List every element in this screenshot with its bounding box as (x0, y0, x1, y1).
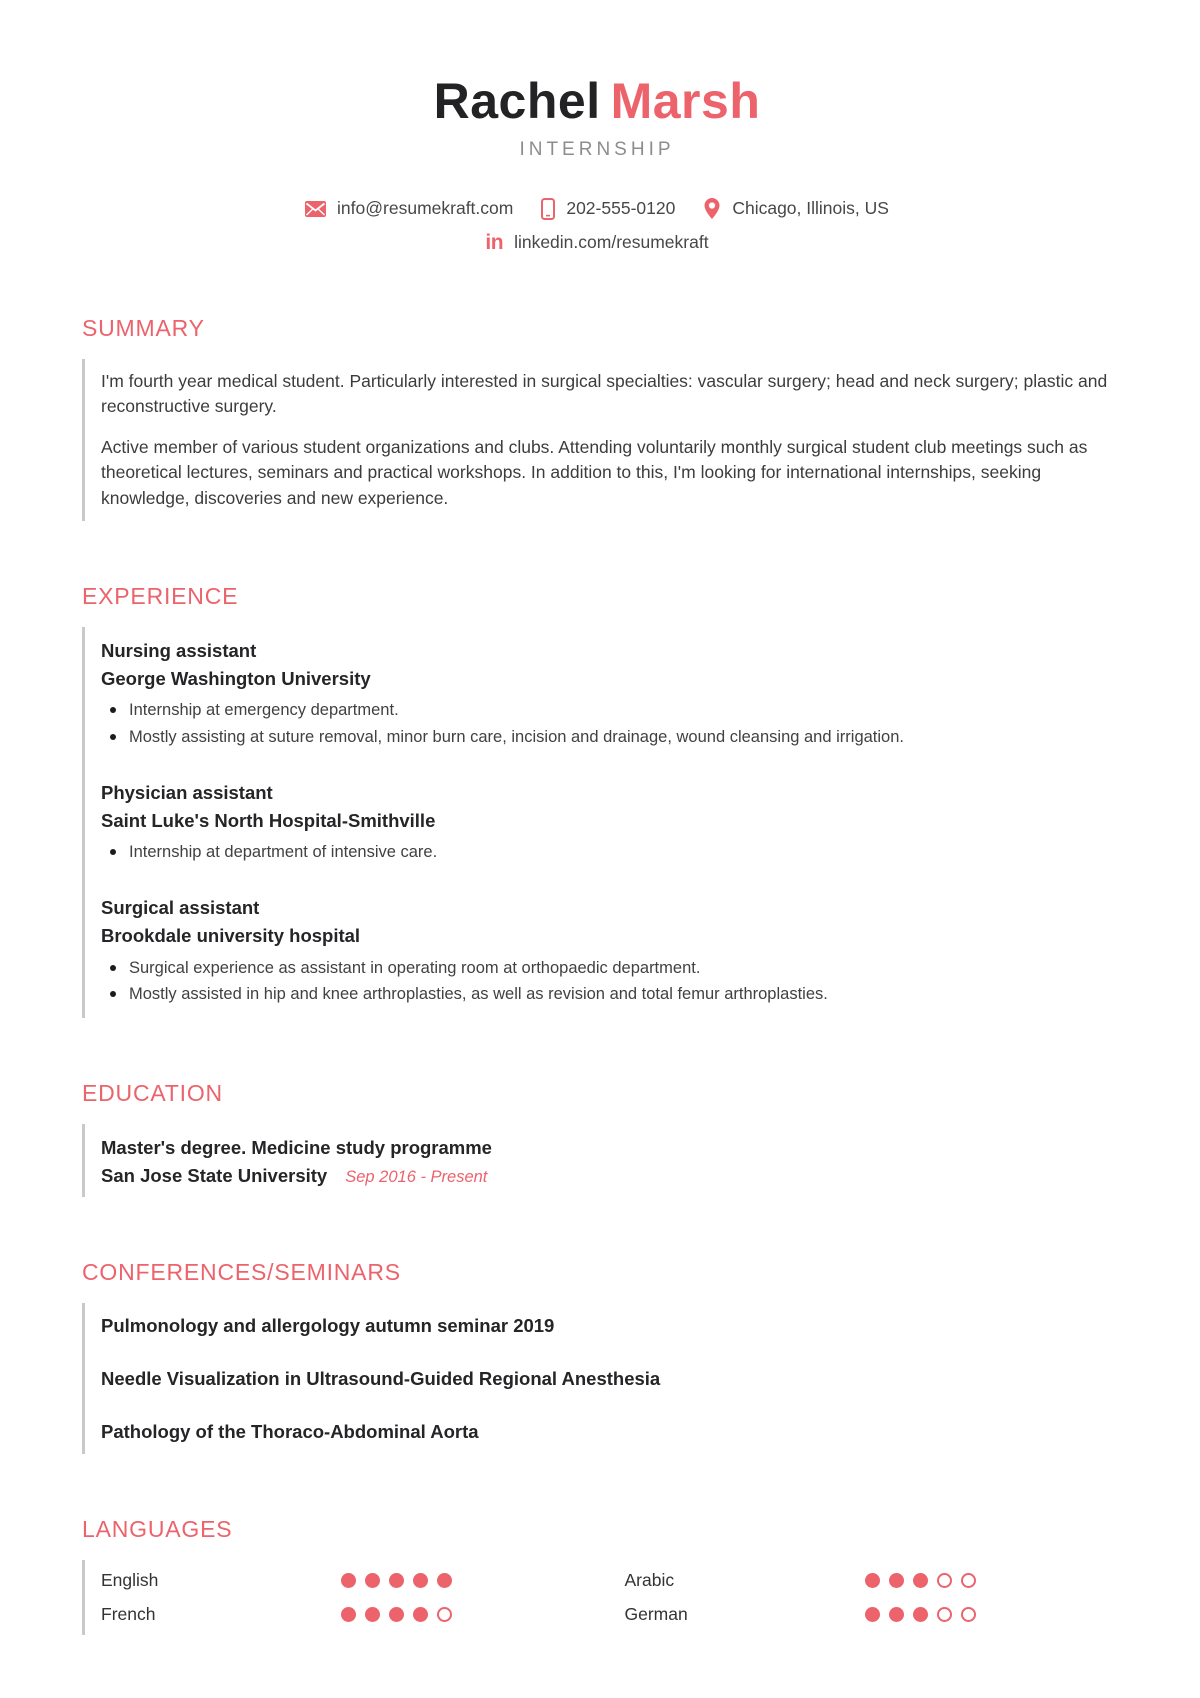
education-detail-row (101, 1165, 1112, 1187)
location-icon (703, 197, 721, 220)
experience-job (101, 637, 1112, 751)
job-organization: George Washington University (101, 667, 371, 689)
level-dot-empty (937, 1573, 952, 1588)
bullet-dot (110, 734, 116, 740)
job-bullets (101, 955, 1112, 1008)
summary-content (82, 359, 1112, 521)
education-heading: EDUCATION (82, 1079, 223, 1106)
contact-text: info@resumekraft.com (337, 198, 514, 218)
bullet-text: Internship at emergency department. (129, 701, 399, 720)
bullet-item (101, 955, 1112, 982)
summary-heading: SUMMARY (82, 315, 205, 341)
bullet-item (101, 839, 1112, 866)
job-organization: Brookdale university hospital (101, 924, 361, 946)
conferences-heading: CONFERENCES/SEMINARS (82, 1258, 401, 1285)
languages-heading: LANGUAGES (82, 1516, 233, 1543)
languages-column (625, 1570, 1113, 1625)
education-date: Sep 2016 - Present (345, 1167, 488, 1186)
experience-job (101, 894, 1112, 1008)
person-role: INTERNSHIP (519, 139, 675, 160)
level-dot-filled (341, 1573, 356, 1588)
level-dot-filled (889, 1607, 904, 1622)
section-summary (82, 315, 1112, 521)
level-dot-filled (341, 1607, 356, 1622)
job-bullets (101, 697, 1112, 750)
section-languages (82, 1516, 1112, 1635)
contact-item (703, 197, 889, 220)
first-name: Rachel (433, 73, 601, 129)
level-dot-filled (365, 1607, 380, 1622)
conferences-content (82, 1303, 1112, 1455)
contact-item (305, 198, 513, 219)
job-title: Nursing assistant (101, 639, 257, 661)
section-education (82, 1080, 1112, 1197)
last-name: Marsh (610, 73, 761, 129)
job-organization: Saint Luke's North Hospital-Smithville (101, 809, 436, 831)
bullet-text: Mostly assisting at suture removal, minor burn care, incision and drainage, wound cleansing and irrigation. (129, 728, 904, 747)
job-bullets (101, 839, 1112, 866)
contact-item (485, 232, 708, 253)
contact-item (541, 198, 675, 220)
bullet-item (101, 697, 1112, 724)
bullet-text: Surgical experience as assistant in operating room at orthopaedic department. (129, 958, 701, 977)
level-dot-filled (865, 1573, 880, 1588)
language-name: Arabic (624, 1570, 675, 1591)
experience-content (82, 627, 1112, 1018)
person-name (82, 72, 1112, 130)
bullet-dot (110, 849, 116, 855)
level-dot-filled (365, 1573, 380, 1588)
language-level (341, 1573, 452, 1588)
language-row (625, 1570, 1113, 1591)
bullet-text: Internship at department of intensive care. (129, 843, 438, 862)
education-degree: Master's degree. Medicine study programme (101, 1136, 492, 1158)
languages-content (82, 1560, 1112, 1635)
level-dot-empty (961, 1573, 976, 1588)
experience-heading: EXPERIENCE (82, 582, 239, 609)
contact-line (82, 232, 1112, 253)
contact-block (82, 197, 1112, 253)
summary-paragraph: I'm fourth year medical student. Particularly interested in surgical specialties: vascular surgery; head and neck surgery; plastic and reconstructive surgery. (101, 371, 1108, 417)
level-dot-filled (889, 1573, 904, 1588)
level-dot-filled (413, 1573, 428, 1588)
section-experience (82, 583, 1112, 1018)
phone-icon (541, 198, 555, 220)
bullet-dot (110, 991, 116, 997)
education-content (82, 1124, 1112, 1197)
bullet-dot (110, 965, 116, 971)
job-title: Physician assistant (101, 781, 273, 803)
contact-text: linkedin.com/resumekraft (514, 232, 709, 252)
level-dot-empty (937, 1607, 952, 1622)
contact-text: Chicago, Illinois, US (732, 198, 889, 218)
language-name: German (624, 1604, 688, 1625)
bullet-item (101, 981, 1112, 1008)
level-dot-empty (961, 1607, 976, 1622)
conference-item: Pulmonology and allergology autumn seminar 2019 (101, 1314, 555, 1336)
job-title: Surgical assistant (101, 897, 260, 919)
section-conferences (82, 1259, 1112, 1455)
level-dot-filled (865, 1607, 880, 1622)
bullet-item (101, 724, 1112, 751)
language-row (101, 1570, 589, 1591)
contact-text: 202-555-0120 (566, 198, 676, 218)
language-name: English (101, 1570, 159, 1591)
header (82, 72, 1112, 253)
language-level (341, 1607, 452, 1622)
linkedin-icon: in (485, 231, 504, 254)
experience-job (101, 779, 1112, 866)
level-dot-empty (437, 1607, 452, 1622)
language-level (865, 1573, 976, 1588)
summary-paragraph: Active member of various student organizations and clubs. Attending voluntarily monthly surgical student club meetings such as theoretical lectures, seminars and practical workshops. In addition to this, I'm looking for international internships, seeking knowledge, discoveries and new experience. (101, 436, 1088, 508)
conference-item: Needle Visualization in Ultrasound-Guided Regional Anesthesia (101, 1367, 661, 1389)
level-dot-filled (437, 1573, 452, 1588)
level-dot-filled (413, 1607, 428, 1622)
languages-column (101, 1570, 589, 1625)
education-school: San Jose State University (101, 1164, 328, 1186)
language-row (101, 1604, 589, 1625)
level-dot-filled (913, 1607, 928, 1622)
contact-line (82, 197, 1112, 220)
level-dot-filled (389, 1607, 404, 1622)
language-level (865, 1607, 976, 1622)
email-icon (305, 201, 326, 217)
bullet-text: Mostly assisted in hip and knee arthroplasties, as well as revision and total femur arthroplasties. (129, 985, 828, 1004)
level-dot-filled (389, 1573, 404, 1588)
level-dot-filled (913, 1573, 928, 1588)
conference-item: Pathology of the Thoraco-Abdominal Aorta (101, 1420, 479, 1442)
language-row (625, 1604, 1113, 1625)
language-name: French (101, 1604, 156, 1625)
bullet-dot (110, 707, 116, 713)
